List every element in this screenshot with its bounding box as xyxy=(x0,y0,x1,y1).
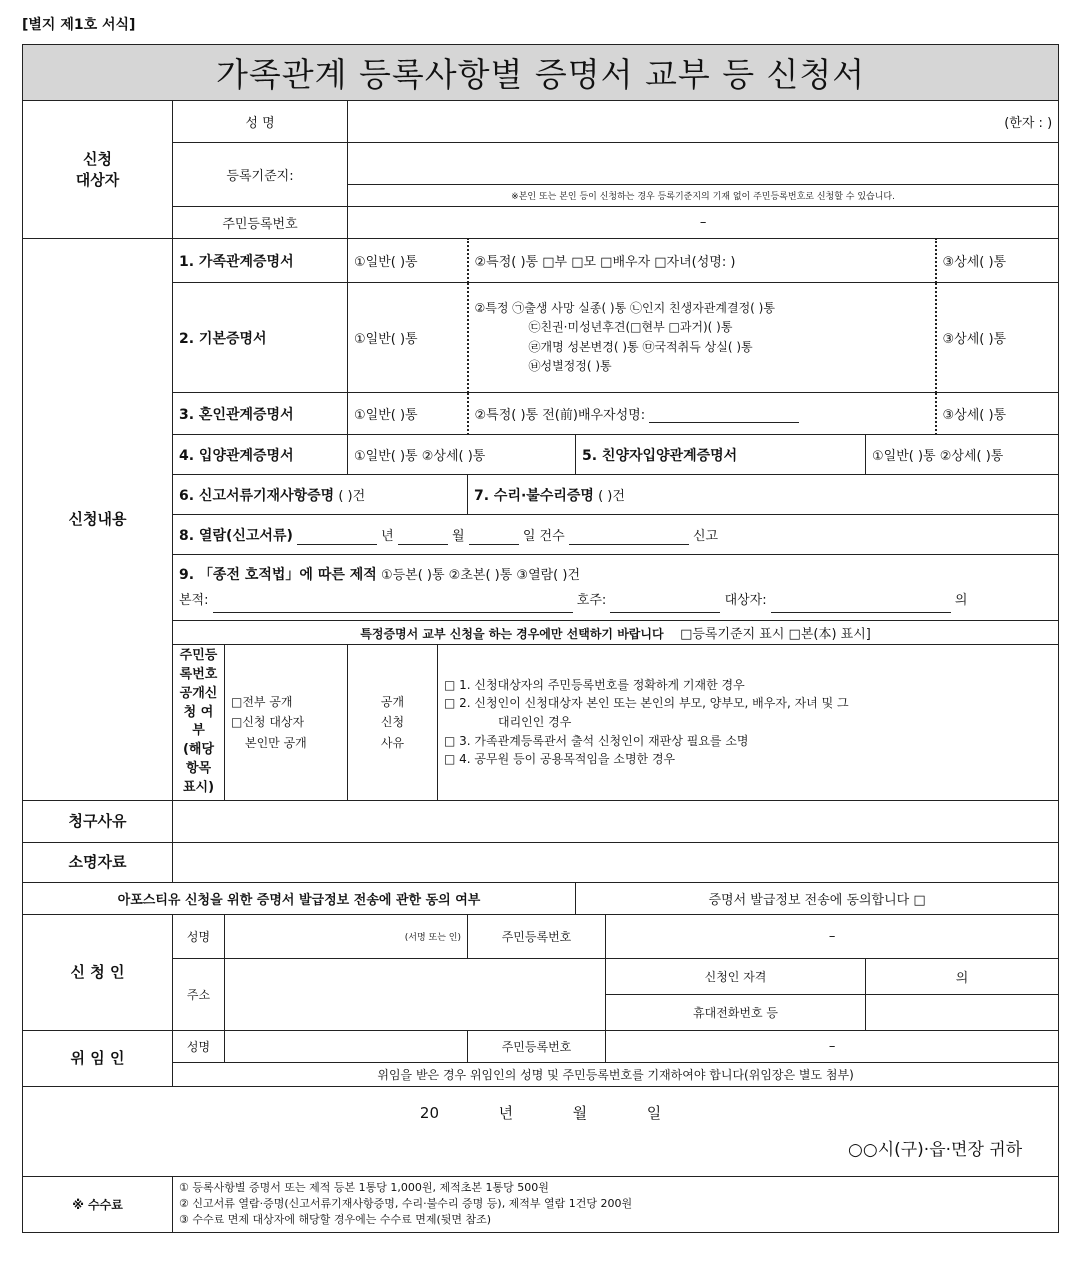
fee-label: ※ 수수료 xyxy=(23,1176,173,1232)
specific-options[interactable]: □등록기준지 표시 □본(本) 표시] xyxy=(680,627,871,642)
item2-detail[interactable]: ③상세( )통 xyxy=(936,283,1059,393)
office-addressee: ○○시(구)·읍·면장 귀하 xyxy=(848,1140,1023,1161)
disclosure-all[interactable]: □전부 공개 xyxy=(231,694,293,709)
request-reason-label: 청구사유 xyxy=(23,800,173,842)
applicant-phone-field[interactable] xyxy=(866,994,1059,1030)
item6-cell[interactable] xyxy=(173,475,468,515)
disclosure-reason-1[interactable]: □ 1. 신청대상자의 주민등록번호를 정확하게 기재한 경우 xyxy=(444,677,745,692)
item1-specific[interactable]: ②특정( )통 □부 □모 □배우자 □자녀(성명: ) xyxy=(468,239,936,283)
item3-general[interactable]: ①일반( )통 xyxy=(348,393,468,435)
disclosure-label: 주민등록번호 공개신청 여부 (해당항목 표시) xyxy=(173,645,225,801)
item5-options[interactable]: ①일반( )통 ②상세( )통 xyxy=(866,435,1059,475)
subject-name-label: 성 명 xyxy=(173,101,348,143)
item8-month-blank[interactable] xyxy=(398,532,448,545)
applicant-name-label: 성명 xyxy=(173,914,225,958)
applicant-address-field[interactable] xyxy=(225,958,606,1030)
registry-field[interactable] xyxy=(348,143,1059,185)
proxy-rrn-label: 주민등록번호 xyxy=(468,1030,606,1062)
registry-note: ※본인 또는 본인 등이 신청하는 경우 등록기준지의 기재 없이 주민등록번호로 신청할 수 있습니다. xyxy=(348,185,1059,207)
registry-label: 등록기준지: xyxy=(173,143,348,207)
item2-specific-line4: ㉥성별정정( )통 xyxy=(528,358,612,373)
fee-line-2: ② 신고서류 열람·증명(신고서류기재사항증명, 수리·불수리 증명 등), 제적부 열람 1건당 200원 xyxy=(179,1197,633,1211)
applicant-qualification-field[interactable]: 의 xyxy=(866,958,1059,994)
apostille-label: 아포스티유 신청을 위한 증명서 발급정보 전송에 관한 동의 여부 xyxy=(23,882,576,914)
date-prefix: 20 xyxy=(419,1104,440,1123)
subject-name-field[interactable] xyxy=(348,101,1059,143)
subject-rrn-field[interactable]: – xyxy=(348,207,1059,239)
disclosure-self-l1[interactable]: □신청 대상자 xyxy=(231,715,305,730)
applicant-sign-label: (서명 또는 인) xyxy=(404,932,461,943)
date-day: 일 xyxy=(646,1104,662,1123)
item6-label: 6. 신고서류기재사항증명 xyxy=(179,487,335,504)
proxy-section-label: 위 임 인 xyxy=(23,1030,173,1086)
item3-label: 3. 혼인관계증명서 xyxy=(173,393,348,435)
item9-suffix: 의 xyxy=(954,592,968,608)
applicant-phone-label: 휴대전화번호 등 xyxy=(606,994,866,1030)
applicant-section-label: 신 청 인 xyxy=(23,914,173,1030)
item2-specific[interactable] xyxy=(468,283,936,393)
subject-rrn-label: 주민등록번호 xyxy=(173,207,348,239)
item9-options: ①등본( )통 ②초본( )통 ③열람( )건 xyxy=(380,567,581,583)
item9-head-blank[interactable] xyxy=(610,600,720,613)
date-month: 월 xyxy=(572,1104,588,1123)
hanja-label: (한자 : ) xyxy=(1004,116,1053,131)
item1-label: 1. 가족관계증명서 xyxy=(173,239,348,283)
item4-label: 4. 입양관계증명서 xyxy=(173,435,348,475)
content-section-label: 신청내용 xyxy=(23,239,173,801)
item9-target: 대상자: xyxy=(724,592,767,608)
item6-count: ( )건 xyxy=(338,488,366,504)
item3-specific-text: ②특정( )통 전(前)배우자성명: xyxy=(474,408,646,423)
item8-year-blank[interactable] xyxy=(297,532,377,545)
item1-detail[interactable]: ③상세( )통 xyxy=(936,239,1059,283)
item9-head: 호주: xyxy=(576,592,607,608)
evidence-field[interactable] xyxy=(173,842,1059,882)
item8-report-blank[interactable] xyxy=(569,532,689,545)
subject-section-label: 신청 대상자 xyxy=(23,101,173,239)
item8-month: 월 xyxy=(452,528,465,544)
date-year: 년 xyxy=(498,1104,514,1123)
proxy-name-field[interactable] xyxy=(225,1030,468,1062)
fee-line-3: ③ 수수료 면제 대상자에 해당할 경우에는 수수료 면제(뒷면 참조) xyxy=(179,1213,492,1227)
item4-options[interactable]: ①일반( )통 ②상세( )통 xyxy=(348,435,576,475)
item5-label: 5. 친양자입양관계증명서 xyxy=(576,435,866,475)
item2-specific-line1: ②특정 ㉠출생 사망 실종( )통 ㉡인지 친생자관계결정( )통 xyxy=(474,301,775,316)
applicant-rrn-label: 주민등록번호 xyxy=(468,914,606,958)
proxy-note: 위임을 받은 경우 위임인의 성명 및 주민등록번호를 기재하여야 합니다(위임장은 별도 첨부) xyxy=(173,1062,1059,1086)
item7-cell[interactable] xyxy=(468,475,1059,515)
disclosure-reason-4[interactable]: □ 4. 공무원 등이 공용목적임을 소명한 경우 xyxy=(444,752,676,767)
application-form xyxy=(22,44,1059,1233)
item8-day: 일 건수 xyxy=(522,528,565,544)
item8-year: 년 xyxy=(381,528,394,544)
disclosure-self-l2: 본인만 공개 xyxy=(245,735,307,750)
date-office-cell xyxy=(23,1086,1059,1176)
item2-label: 2. 기본증명서 xyxy=(173,283,348,393)
item8-cell[interactable] xyxy=(173,515,1059,555)
item1-general[interactable]: ①일반( )통 xyxy=(348,239,468,283)
applicant-rrn-field[interactable]: – xyxy=(606,914,1059,958)
evidence-label: 소명자료 xyxy=(23,842,173,882)
proxy-name-label: 성명 xyxy=(173,1030,225,1062)
disclosure-reason-label: 공개 신청 사유 xyxy=(348,645,438,801)
fee-line-1: ① 등록사항별 증명서 또는 제적 등본 1통당 1,000원, 제적초본 1통당 500원 xyxy=(179,1181,549,1195)
item9-origin-blank[interactable] xyxy=(213,600,573,613)
item8-report: 신고 xyxy=(692,528,719,544)
item8-label: 8. 열람(신고서류) xyxy=(179,527,293,544)
item2-specific-line3: ㉣개명 성본변경( )통 ㉤국적취득 상실( )통 xyxy=(528,339,753,354)
applicant-address-label: 주소 xyxy=(173,958,225,1030)
item9-origin: 본적: xyxy=(179,592,209,608)
item3-specific[interactable] xyxy=(468,393,936,435)
item9-target-blank[interactable] xyxy=(771,600,951,613)
item2-specific-line2: ㉢친권·미성년후견(□현부 □과거)( )통 xyxy=(528,320,733,335)
form-number: [별지 제1호 서식] xyxy=(22,17,136,33)
disclosure-reasons[interactable] xyxy=(438,645,1059,801)
proxy-rrn-field[interactable]: – xyxy=(606,1030,1059,1062)
item3-detail[interactable]: ③상세( )통 xyxy=(936,393,1059,435)
disclosure-reason-3[interactable]: □ 3. 가족관계등록관서 출석 신청인이 재판상 필요를 소명 xyxy=(444,733,749,748)
item7-label: 7. 수리·불수리증명 xyxy=(474,487,594,504)
apostille-agree[interactable]: 증명서 발급정보 전송에 동의합니다 □ xyxy=(576,882,1059,914)
item9-label: 9. 「종전 호적법」에 따른 제적 xyxy=(179,566,377,583)
specific-note-cell xyxy=(173,621,1059,645)
specific-note: 특정증명서 교부 신청을 하는 경우에만 선택하기 바랍니다 xyxy=(360,627,664,641)
item9-cell[interactable] xyxy=(173,555,1059,621)
former-spouse-blank[interactable] xyxy=(649,410,799,423)
date-line[interactable] xyxy=(29,1102,1052,1123)
form-title: 가족관계 등록사항별 증명서 교부 등 신청서 xyxy=(23,45,1059,101)
disclosure-reason-2b: 대리인인 경우 xyxy=(498,715,572,730)
applicant-name-field[interactable] xyxy=(225,914,468,958)
item8-day-blank[interactable] xyxy=(469,532,519,545)
applicant-qualification-label: 신청인 자격 xyxy=(606,958,866,994)
item2-general[interactable]: ①일반( )통 xyxy=(348,283,468,393)
fee-details xyxy=(173,1176,1059,1232)
disclosure-reason-2[interactable]: □ 2. 신청인이 신청대상자 본인 또는 본인의 부모, 양부모, 배우자, 자녀 및 그 xyxy=(444,696,849,711)
disclosure-options[interactable] xyxy=(225,645,348,801)
request-reason-field[interactable] xyxy=(173,800,1059,842)
item7-count: ( )건 xyxy=(598,488,625,504)
